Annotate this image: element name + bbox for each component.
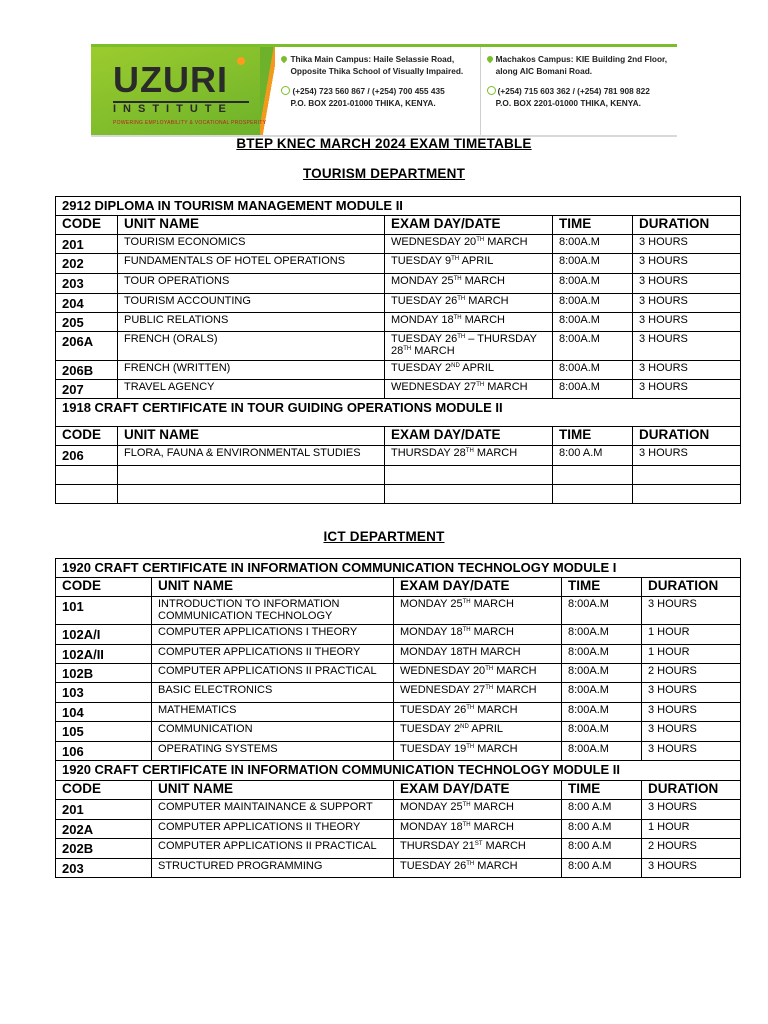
column-header: EXAM DAY/DATE xyxy=(394,781,562,800)
column-header: UNIT NAME xyxy=(152,781,394,800)
unit-code: 206B xyxy=(56,361,118,380)
exam-duration: 3 HOURS xyxy=(642,703,741,722)
exam-time: 8:00 A.M xyxy=(562,820,642,839)
unit-code: 102A/II xyxy=(56,645,152,664)
postal-address: P.O. BOX 2201-01000 THIKA, KENYA. xyxy=(290,98,436,108)
exam-duration: 1 HOUR xyxy=(642,820,741,839)
column-header: UNIT NAME xyxy=(118,427,385,446)
table-row xyxy=(56,380,741,399)
unit-code: 203 xyxy=(56,859,152,878)
unit-code: 102A/I xyxy=(56,625,152,645)
column-header: TIME xyxy=(553,427,633,446)
section-title: 2912 DIPLOMA IN TOURISM MANAGEMENT MODULE II xyxy=(56,197,741,216)
ict-timetable xyxy=(55,558,741,878)
exam-time: 8:00A.M xyxy=(562,625,642,645)
section-title: 1920 CRAFT CERTIFICATE IN INFORMATION COMMUNICATION TECHNOLOGY MODULE I xyxy=(56,559,741,578)
table-row xyxy=(56,645,741,664)
phone-numbers: (+254) 723 560 867 / (+254) 700 455 435 xyxy=(292,86,445,96)
unit-code: 202A xyxy=(56,820,152,839)
table-row xyxy=(56,313,741,332)
document-title: BTEP KNEC MARCH 2024 EXAM TIMETABLE xyxy=(236,136,532,151)
exam-duration: 3 HOURS xyxy=(642,859,741,878)
exam-date: WEDNESDAY 27TH MARCH xyxy=(394,683,562,703)
exam-time: 8:00A.M xyxy=(562,597,642,625)
unit-code: 204 xyxy=(56,294,118,313)
exam-time: 8:00A.M xyxy=(562,722,642,742)
exam-date: THURSDAY 28TH MARCH xyxy=(385,446,553,466)
unit-name: FUNDAMENTALS OF HOTEL OPERATIONS xyxy=(118,254,385,274)
unit-code: 203 xyxy=(56,274,118,294)
unit-name: OPERATING SYSTEMS xyxy=(152,742,394,761)
exam-date: MONDAY 18TH MARCH xyxy=(394,625,562,645)
exam-duration: 2 HOURS xyxy=(642,664,741,683)
table-row xyxy=(56,839,741,859)
exam-duration: 3 HOURS xyxy=(633,361,741,380)
exam-date: TUESDAY 26TH MARCH xyxy=(394,703,562,722)
exam-duration: 3 HOURS xyxy=(642,683,741,703)
exam-duration: 3 HOURS xyxy=(642,742,741,761)
logo-name: UZURI xyxy=(113,59,228,100)
unit-name: BASIC ELECTRONICS xyxy=(152,683,394,703)
exam-time: 8:00A.M xyxy=(562,683,642,703)
unit-name: TOUR OPERATIONS xyxy=(118,274,385,294)
column-header: DURATION xyxy=(633,427,741,446)
exam-duration: 3 HOURS xyxy=(642,800,741,820)
exam-date: THURSDAY 21ST MARCH xyxy=(394,839,562,859)
exam-date: WEDNESDAY 27TH MARCH xyxy=(385,380,553,399)
logo-subtitle: INSTITUTE xyxy=(113,103,233,115)
unit-name: INTRODUCTION TO INFORMATION COMMUNICATION TECHNOLOGY xyxy=(152,597,394,625)
unit-name: COMPUTER APPLICATIONS II THEORY xyxy=(152,645,394,664)
unit-code: 206A xyxy=(56,332,118,361)
exam-date: MONDAY 18TH MARCH xyxy=(394,820,562,839)
table-row xyxy=(56,859,741,878)
campus-line: Thika Main Campus: Haile Selassie Road, xyxy=(290,54,455,64)
exam-time: 8:00A.M xyxy=(562,742,642,761)
column-header-row xyxy=(56,781,741,800)
table-row xyxy=(56,485,741,504)
exam-time xyxy=(553,485,633,504)
column-header: TIME xyxy=(562,578,642,597)
column-header: CODE xyxy=(56,216,118,235)
unit-name: COMPUTER APPLICATIONS II THEORY xyxy=(152,820,394,839)
exam-duration: 3 HOURS xyxy=(633,446,741,466)
column-header: EXAM DAY/DATE xyxy=(385,427,553,446)
unit-code: 104 xyxy=(56,703,152,722)
unit-name: COMPUTER APPLICATIONS I THEORY xyxy=(152,625,394,645)
table-row xyxy=(56,361,741,380)
phone-numbers: (+254) 715 603 362 / (+254) 781 908 822 xyxy=(497,86,650,96)
unit-code: 102B xyxy=(56,664,152,683)
campus-line: Opposite Thika School of Visually Impaired. xyxy=(290,66,464,76)
table-row xyxy=(56,294,741,313)
unit-name: FRENCH (ORALS) xyxy=(118,332,385,361)
exam-time: 8:00 A.M xyxy=(553,446,633,466)
column-header: TIME xyxy=(553,216,633,235)
column-header: CODE xyxy=(56,578,152,597)
unit-name: COMPUTER APPLICATIONS II PRACTICAL xyxy=(152,664,394,683)
table-row xyxy=(56,446,741,466)
unit-code xyxy=(56,466,118,485)
exam-duration: 3 HOURS xyxy=(633,254,741,274)
unit-name: COMMUNICATION xyxy=(152,722,394,742)
exam-duration: 3 HOURS xyxy=(633,380,741,399)
unit-name: FRENCH (WRITTEN) xyxy=(118,361,385,380)
campus-line: Machakos Campus: KIE Building 2nd Floor, xyxy=(495,54,668,64)
column-header: UNIT NAME xyxy=(152,578,394,597)
column-header-row xyxy=(56,216,741,235)
table-row xyxy=(56,664,741,683)
exam-date: WEDNESDAY 20TH MARCH xyxy=(394,664,562,683)
section-title: 1918 CRAFT CERTIFICATE IN TOUR GUIDING OPERATIONS MODULE II xyxy=(56,399,741,427)
exam-duration xyxy=(633,466,741,485)
exam-date: TUESDAY 2ND APRIL xyxy=(385,361,553,380)
exam-date: TUESDAY 19TH MARCH xyxy=(394,742,562,761)
unit-code: 206 xyxy=(56,446,118,466)
exam-date xyxy=(385,466,553,485)
exam-date: MONDAY 25TH MARCH xyxy=(385,274,553,294)
exam-date: WEDNESDAY 20TH MARCH xyxy=(385,235,553,254)
exam-date: MONDAY 25TH MARCH xyxy=(394,800,562,820)
unit-name: TRAVEL AGENCY xyxy=(118,380,385,399)
column-header: CODE xyxy=(56,427,118,446)
table-row xyxy=(56,466,741,485)
unit-name: STRUCTURED PROGRAMMING xyxy=(152,859,394,878)
location-pin-icon xyxy=(485,55,493,63)
exam-duration: 2 HOURS xyxy=(642,839,741,859)
exam-time xyxy=(553,466,633,485)
unit-code: 106 xyxy=(56,742,152,761)
institute-logo xyxy=(91,47,267,135)
ict-department-title: ICT DEPARTMENT xyxy=(323,529,445,544)
exam-time: 8:00A.M xyxy=(553,380,633,399)
unit-code: 101 xyxy=(56,597,152,625)
exam-duration: 3 HOURS xyxy=(633,313,741,332)
exam-time: 8:00A.M xyxy=(562,645,642,664)
unit-code: 207 xyxy=(56,380,118,399)
tourism-department-title: TOURISM DEPARTMENT xyxy=(302,166,466,181)
table-row xyxy=(56,683,741,703)
unit-code: 202B xyxy=(56,839,152,859)
exam-time: 8:00 A.M xyxy=(562,859,642,878)
exam-time: 8:00A.M xyxy=(553,294,633,313)
column-header: TIME xyxy=(562,781,642,800)
phone-icon xyxy=(487,86,496,95)
table-row xyxy=(56,703,741,722)
exam-time: 8:00A.M xyxy=(553,313,633,332)
exam-time: 8:00A.M xyxy=(562,664,642,683)
exam-date: TUESDAY 26TH MARCH xyxy=(385,294,553,313)
exam-time: 8:00A.M xyxy=(553,254,633,274)
exam-duration xyxy=(633,485,741,504)
exam-date: MONDAY 18TH MARCH xyxy=(385,313,553,332)
unit-name: COMPUTER MAINTAINANCE & SUPPORT xyxy=(152,800,394,820)
exam-duration: 3 HOURS xyxy=(633,274,741,294)
table-row xyxy=(56,742,741,761)
unit-code: 105 xyxy=(56,722,152,742)
unit-code: 201 xyxy=(56,235,118,254)
exam-date: TUESDAY 2ND APRIL xyxy=(394,722,562,742)
unit-name: TOURISM ECONOMICS xyxy=(118,235,385,254)
exam-duration: 3 HOURS xyxy=(642,722,741,742)
table-row xyxy=(56,800,741,820)
exam-time: 8:00A.M xyxy=(553,235,633,254)
unit-name xyxy=(118,485,385,504)
unit-code: 205 xyxy=(56,313,118,332)
tourism-timetable xyxy=(55,196,741,504)
thika-campus-contact xyxy=(275,47,480,135)
unit-name: PUBLIC RELATIONS xyxy=(118,313,385,332)
exam-time: 8:00 A.M xyxy=(562,800,642,820)
machakos-campus-contact xyxy=(481,47,677,135)
section-title: 1920 CRAFT CERTIFICATE IN INFORMATION COMMUNICATION TECHNOLOGY MODULE II xyxy=(56,761,741,781)
table-row xyxy=(56,820,741,839)
exam-time: 8:00A.M xyxy=(553,361,633,380)
logo-tagline: POWERING EMPLOYABILITY & VOCATIONAL PROSPERITY xyxy=(113,120,267,126)
column-header: CODE xyxy=(56,781,152,800)
exam-time: 8:00A.M xyxy=(562,703,642,722)
exam-duration: 1 HOUR xyxy=(642,625,741,645)
unit-name: FLORA, FAUNA & ENVIRONMENTAL STUDIES xyxy=(118,446,385,466)
exam-date: TUESDAY 26TH – THURSDAY 28TH MARCH xyxy=(385,332,553,361)
column-header: EXAM DAY/DATE xyxy=(385,216,553,235)
table-row xyxy=(56,274,741,294)
exam-time: 8:00A.M xyxy=(553,274,633,294)
table-row xyxy=(56,235,741,254)
exam-duration: 3 HOURS xyxy=(633,235,741,254)
unit-name xyxy=(118,466,385,485)
table-row xyxy=(56,597,741,625)
exam-duration: 1 HOUR xyxy=(642,645,741,664)
table-row xyxy=(56,722,741,742)
unit-code: 103 xyxy=(56,683,152,703)
logo-dot-icon xyxy=(237,57,245,65)
exam-date: MONDAY 25TH MARCH xyxy=(394,597,562,625)
campus-line: along AIC Bomani Road. xyxy=(495,66,593,76)
exam-date: TUESDAY 9TH APRIL xyxy=(385,254,553,274)
institute-banner xyxy=(91,44,677,137)
table-row xyxy=(56,332,741,361)
column-header: DURATION xyxy=(642,781,741,800)
column-header: EXAM DAY/DATE xyxy=(394,578,562,597)
column-header: DURATION xyxy=(642,578,741,597)
unit-name: TOURISM ACCOUNTING xyxy=(118,294,385,313)
column-header: UNIT NAME xyxy=(118,216,385,235)
unit-name: MATHEMATICS xyxy=(152,703,394,722)
exam-duration: 3 HOURS xyxy=(633,294,741,313)
unit-code: 202 xyxy=(56,254,118,274)
exam-date: TUESDAY 26TH MARCH xyxy=(394,859,562,878)
location-pin-icon xyxy=(280,55,288,63)
exam-duration: 3 HOURS xyxy=(642,597,741,625)
postal-address: P.O. BOX 2201-01000 THIKA, KENYA. xyxy=(495,98,641,108)
unit-name: COMPUTER APPLICATIONS II PRACTICAL xyxy=(152,839,394,859)
exam-time: 8:00 A.M xyxy=(562,839,642,859)
column-header-row xyxy=(56,427,741,446)
table-row xyxy=(56,625,741,645)
exam-duration: 3 HOURS xyxy=(633,332,741,361)
unit-code: 201 xyxy=(56,800,152,820)
exam-date xyxy=(385,485,553,504)
table-row xyxy=(56,254,741,274)
unit-code xyxy=(56,485,118,504)
exam-date: MONDAY 18TH MARCH xyxy=(394,645,562,664)
phone-icon xyxy=(281,86,290,95)
column-header: DURATION xyxy=(633,216,741,235)
exam-time: 8:00A.M xyxy=(553,332,633,361)
column-header-row xyxy=(56,578,741,597)
